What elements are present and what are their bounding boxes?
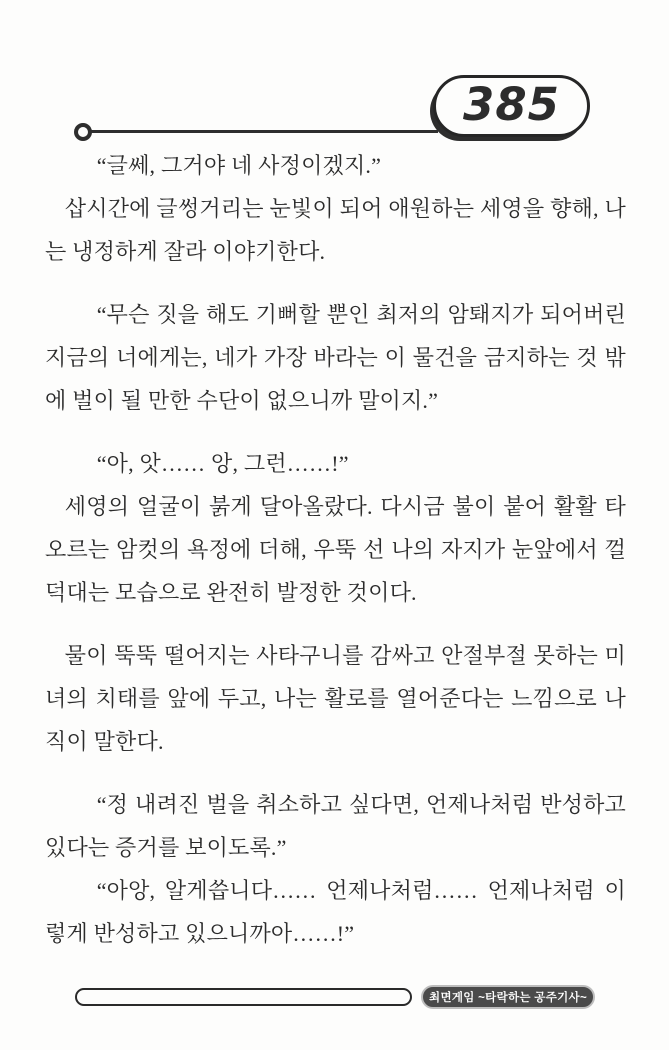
paragraph: “아앙, 알게씁니다…… 언제나처럼…… 언제나처럼 이렇게 반성하고 있으니까아……!” — [45, 878, 626, 946]
footer-blank-pill — [75, 988, 412, 1006]
book-title: 최면게임 ~타락하는 공주기사~ — [429, 992, 587, 1004]
paragraph: “글쎄, 그거야 네 사정이겠지.” — [96, 153, 382, 178]
paragraph: 세영의 얼굴이 붉게 달아올랐다. 다시금 불이 붙어 활활 타오르는 암컷의 욕정에 더해, 우뚝 선 나의 자지가 눈앞에서 껄덕대는 모습으로 완전히 발정한 것이다. — [45, 494, 626, 605]
page-number: 385 — [463, 77, 560, 131]
paragraph: 삽시간에 글썽거리는 눈빛이 되어 애원하는 세영을 향해, 나는 냉정하게 잘라 이야기한다. — [45, 196, 626, 264]
paragraph: “정 내려진 벌을 취소하고 싶다면, 언제나처럼 반성하고 있다는 증거를 보이도록.” — [45, 792, 626, 860]
paragraph: “무슨 짓을 해도 기뻐할 뿐인 최저의 암퇘지가 되어버린 지금의 너에게는, 네가 가장 바라는 이 물건을 금지하는 것 밖에 벌이 될 만한 수단이 없으니까 말이지.” — [45, 302, 626, 413]
footer-title-badge — [421, 985, 595, 1009]
paragraph: “아, 앗…… 앙, 그런……!” — [96, 451, 349, 476]
body-text — [45, 144, 626, 955]
paragraph: 물이 뚝뚝 떨어지는 사타구니를 감싸고 안절부절 못하는 미녀의 치태를 앞에 두고, 나는 활로를 열어준다는 느낌으로 나직이 말한다. — [45, 643, 626, 754]
page-number-badge — [433, 75, 590, 137]
header-rule-line — [88, 130, 438, 133]
